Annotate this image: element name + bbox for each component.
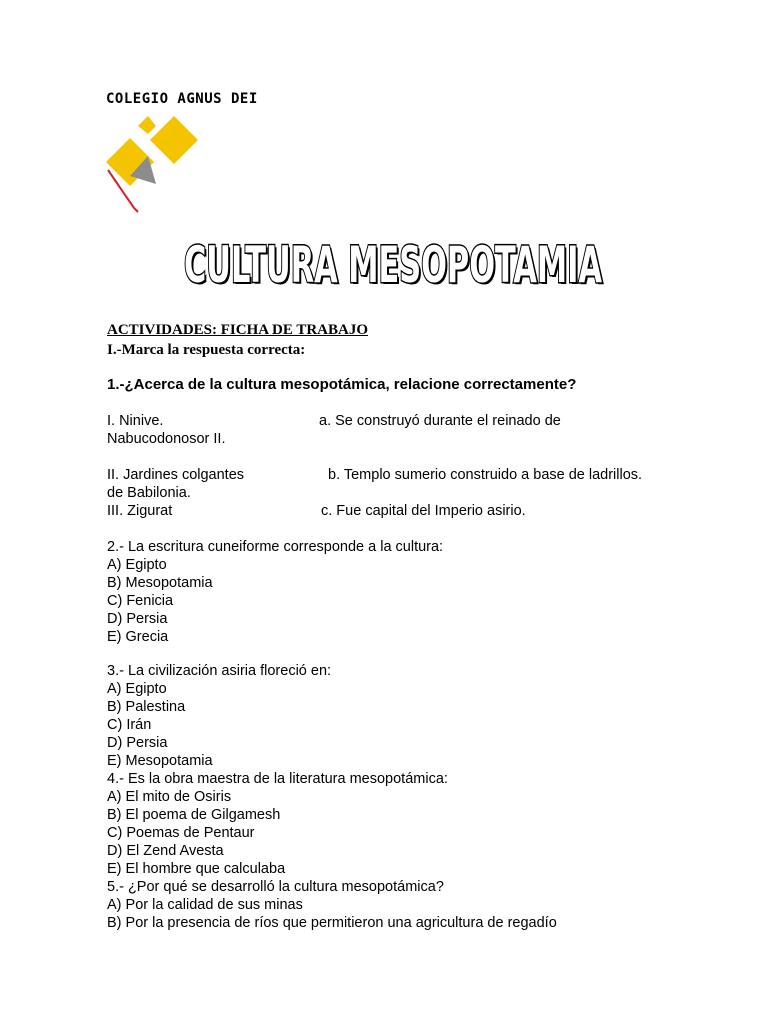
q1-wrap-1: Nabucodonosor II. [107, 431, 226, 447]
q5-option-b: B) Por la presencia de ríos que permitieron una agricultura de regadío [107, 915, 557, 931]
logo-yellow-diamond-right [150, 116, 198, 164]
question-3-to-5-block [107, 662, 557, 932]
q4-option-e: E) El hombre que calculaba [107, 861, 286, 877]
question-4: 4.- Es la obra maestra de la literatura mesopotámica: [107, 771, 448, 787]
question-2: 2.- La escritura cuneiforme corresponde a la cultura: [107, 539, 444, 555]
q4-option-d: D) El Zend Avesta [107, 843, 224, 859]
title-text: CULTURA MESOPOTAMIA [184, 236, 603, 293]
q4-option-a: A) El mito de Osiris [107, 789, 232, 805]
q2-option-a: A) Egipto [107, 557, 167, 573]
q1-right-c: c. Fue capital del Imperio asirio. [321, 503, 526, 519]
question-5: 5.- ¿Por qué se desarrolló la cultura mesopotámica? [107, 879, 444, 895]
q3-option-a: A) Egipto [107, 681, 167, 697]
q1-left-2: II. Jardines colgantes [107, 467, 245, 483]
logo-yellow-diamond-top [138, 116, 156, 134]
q1-left-3: III. Zigurat [107, 503, 173, 519]
section-heading: ACTIVIDADES: FICHA DE TRABAJO [107, 322, 369, 338]
q2-option-e: E) Grecia [107, 629, 169, 645]
q2-option-b: B) Mesopotamia [107, 575, 213, 591]
q5-option-a: A) Por la calidad de sus minas [107, 897, 303, 913]
question-3: 3.- La civilización asiria floreció en: [107, 663, 332, 679]
q4-option-b: B) El poema de Gilgamesh [107, 807, 281, 823]
q1-right-b: b. Templo sumerio construido a base de ladrillos. [328, 467, 643, 483]
page-title [178, 229, 608, 293]
q3-option-d: D) Persia [107, 735, 168, 751]
q1-left-1: I. Ninive. [107, 413, 164, 429]
q4-option-c: C) Poemas de Pentaur [107, 825, 255, 841]
q1-wrap-2: de Babilonia. [107, 485, 191, 501]
question-1: 1.-¿Acerca de la cultura mesopotámica, relacione correctamente? [107, 376, 577, 393]
school-name: COLEGIO AGNUS DEI [106, 91, 258, 107]
title-shadow: CULTURA MESOPOTAMIA [186, 238, 605, 293]
section-instruction: I.-Marca la respuesta correcta: [107, 342, 306, 358]
q2-option-c: C) Fenicia [107, 593, 174, 609]
question-2-block [107, 538, 443, 646]
school-logo [104, 112, 199, 217]
q3-option-e: E) Mesopotamia [107, 753, 213, 769]
q3-option-b: B) Palestina [107, 699, 186, 715]
q1-right-a: a. Se construyó durante el reinado de [319, 413, 561, 429]
q3-option-c: C) Irán [107, 717, 152, 733]
q2-option-d: D) Persia [107, 611, 168, 627]
